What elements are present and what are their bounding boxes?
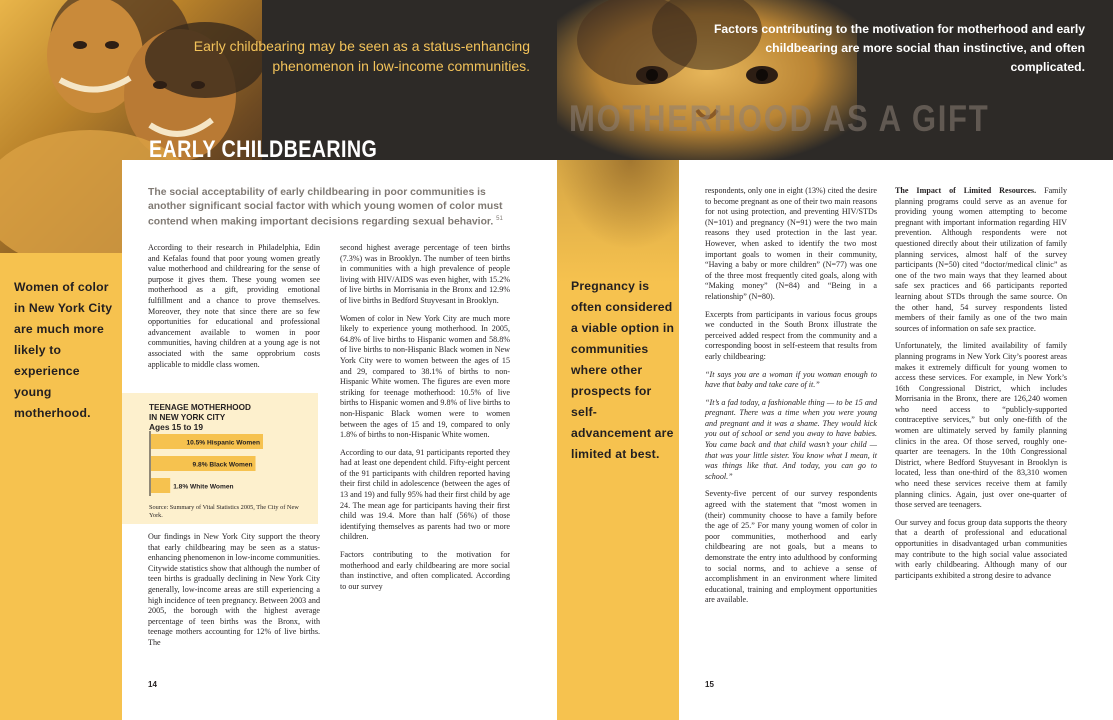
intro-text: The social acceptability of early childbearing in poor communities is another significant social factor with which young women of color must contend when making important decisions regarding sexual behavior. [148,187,503,228]
chart-source: Source: Summary of Vital Statistics 2005, The City of New York. [149,504,299,519]
text-column-1 [705,186,877,613]
chart-title-line1: TEENAGE MOTHERHOOD [149,403,251,412]
chart-bar [151,478,170,493]
intro-paragraph [148,186,510,229]
section-title: MOTHERHOOD AS A GIFT [569,98,990,139]
paragraph [895,186,1067,334]
chart-data-label: 10.5% Hispanic Women [186,439,260,447]
chart-teen-motherhood [122,393,318,524]
pull-quote: Women of color in New York City are much more likely to experience young motherhood. [14,280,113,420]
paragraph: Our findings in New York City support the theory that early childbearing may be seen as a status-enhancing phenomenon in low-income communities. Citywide statistics show that although the number of teen births is gradually declining in New York City generally, low-income areas are still experiencing a high incidence of teen pregnancy. Between 2003 and 2005, the borough with the highest average percentage of teen births was the Bronx, with teenage mothers accounting for 12% of live births. The [148,532,320,647]
photo-caption: Factors contributing to the motivation for motherhood and early childbearing are more social than instinctive, and often complicated. [713,22,1085,74]
quote: “It’s a fad today, a fashionable thing — to be 15 and pregnant. There was a time when you were young and pregnant and it was a shame. They would kick you out of school or send you away to have babies. You came back and that child wasn’t your child — that was your little sister. You know what I mean, it was things like that. And today, you can go to school.” [705,397,877,481]
pull-quote-sidebar [557,160,679,720]
text-column-2 [340,243,510,599]
page-number: 14 [148,680,157,689]
paragraph: second highest average percentage of teen births (7.3%) was in Brooklyn. The number of teen births in communities with a high prevalence of people living with HIV/AIDS was even higher, with 15.2% of live births in Morrisania in the Bronx and 12.9% of live births in Bedford Stuyvesant in Brooklyn. [340,243,510,305]
text-column-2 [895,186,1067,588]
quote: “It says you are a woman if you woman enough to have that baby and take care of it.” [705,369,877,390]
bar-chart [122,431,318,501]
page-15 [557,0,1113,720]
paragraph: According to their research in Philadelphia, Edin and Kefalas found that poor young women greatly value motherhood and childrearing for the sense of purpose it gives them. These young women see motherhood as a gift, providing emotional fulfillment and a chance to prove themselves. Moreover, they note that since there are so few opportunities for educational and professional advancement available to women in poor communities, having children at a young age is not associated with the same opprobrium costs applicable to middle class women. [148,243,320,369]
text-column-1-top [148,243,320,377]
paragraph: Seventy-five percent of our survey respondents agreed with the statement that “most women in (their) community choose to have a family before the age of 25.” For many young women of color in poor communities, motherhood and early childbearing are not goals, but a means to demonstrate the entry into adulthood by conforming to social norms, and to achieve a sense of accomplishment in an environment where limited educational, training and employment opportunities are available. [705,489,877,605]
subhead: The Impact of Limited Resources. [895,186,1037,195]
pull-quote: Pregnancy is often considered a viable option in communities where other prospects for self-advancement are limited at best. [571,279,675,461]
photo-caption: Early childbearing may be seen as a status-enhancing phenomenon in low-income communities. [193,38,530,74]
pull-quote-sidebar [0,253,122,720]
paragraph: Factors contributing to the motivation for motherhood and early childbearing are more social than instinctive, and often complicated. According to our survey [340,550,510,591]
paragraph: According to our data, 91 participants reported they had at least one dependent child. Fifty-eight percent of the 91 participants with children reported having their first child in adolescence (between the ages of 13 and 19) and fully 95% had their first child by age 24. The mean age for participants having their first child was 19.4. More than half (56%) of those identifying themselves as parents had two or more children. [340,447,510,542]
paragraph: Our survey and focus group data supports the theory that a dearth of professional and educational opportunities in disadvantaged urban communities may contribute to the high social value associated with early childbearing. Although many of our participants exhibited a strong desire to advance [895,517,1067,580]
paragraph-text: Family planning programs could serve as an avenue for providing young women attempting to become pregnant with important information regarding HIV prevention. Although respondents were not questioned directly about their utilization of family planning services, almost half of the survey participants (N=50) cited “doctor/medical clinic” as one of the two main ways that they learned about safe sex practices and 66 participants reported learning about STDs through the same source. On the other hand, 54 survey respondents listed members of their family as one of the two main sources of information on safe sex practice. [895,186,1067,333]
paragraph: Excerpts from participants in various focus groups we conducted in the South Bronx illustrate the perceived added respect from the community and a corresponding boost in self-esteem that results from early childbearing: [705,309,877,361]
chart-data-label: 1.8% White Women [173,483,234,491]
photo-fade [557,160,679,250]
chart-data-label: 9.8% Black Women [192,461,253,469]
section-title: EARLY CHILDBEARING [149,136,378,163]
paragraph: Women of color in New York City are much more likely to experience young motherhood. In 2005, 64.8% of live births to Hispanic women and 58.8% of live births to non-Hispanic Black women in New York City were to women between the ages of 15 and 29, compared to 38.1% of births to non-Hispanic White women. The figures are even more striking for teenage motherhood: 10.5% of live births to Hispanic women and 9.8% of live births to non-Hispanic Black women were to women between the ages of 15 and 19, compared to only 1.8% of births to non-Hispanic White women. [340,313,510,440]
page-number: 15 [705,680,714,689]
text-column-1-bottom [148,532,320,656]
paragraph: Unfortunately, the limited availability of family planning programs in New York City’s poorest areas makes it extremely difficult for young women to access these services. For example, in New York’s 16th Congressional District, which includes Morrisania in the Bronx, there are 126,240 women who need access to “publicly-supported contraceptive services,” but only one-fifth of the women are ultimately served by family planning clinics in the area. Of those served, roughly one-quarter are teenagers. In the 10th Congressional District, where Bedford Stuyvesant in Brooklyn is located, less than one-third of the 83,310 women who need these services receive them at family planning clinics. Again, just over one-quarter of those served are teenagers. [895,341,1067,510]
chart-subtitle: Ages 15 to 19 [149,422,203,432]
paragraph: respondents, only one in eight (13%) cited the desire to become pregnant as one of their two main reasons for not using protection, and preventing HIV/STDs (N=101) and pregnancy (N=91) were the two main reasons they used protection in the last year. However, when asked to identify the two most important goals to women in their community, “Having a baby or more children” (N=77) was one of the three most frequently cited goals, along with “Making money” (N=84) and “Being in a relationship” (N=80). [705,186,877,301]
chart-title-line2: IN NEW YORK CITY [149,412,226,422]
intro-ref: 51 [496,216,503,222]
chart-title [149,403,251,422]
